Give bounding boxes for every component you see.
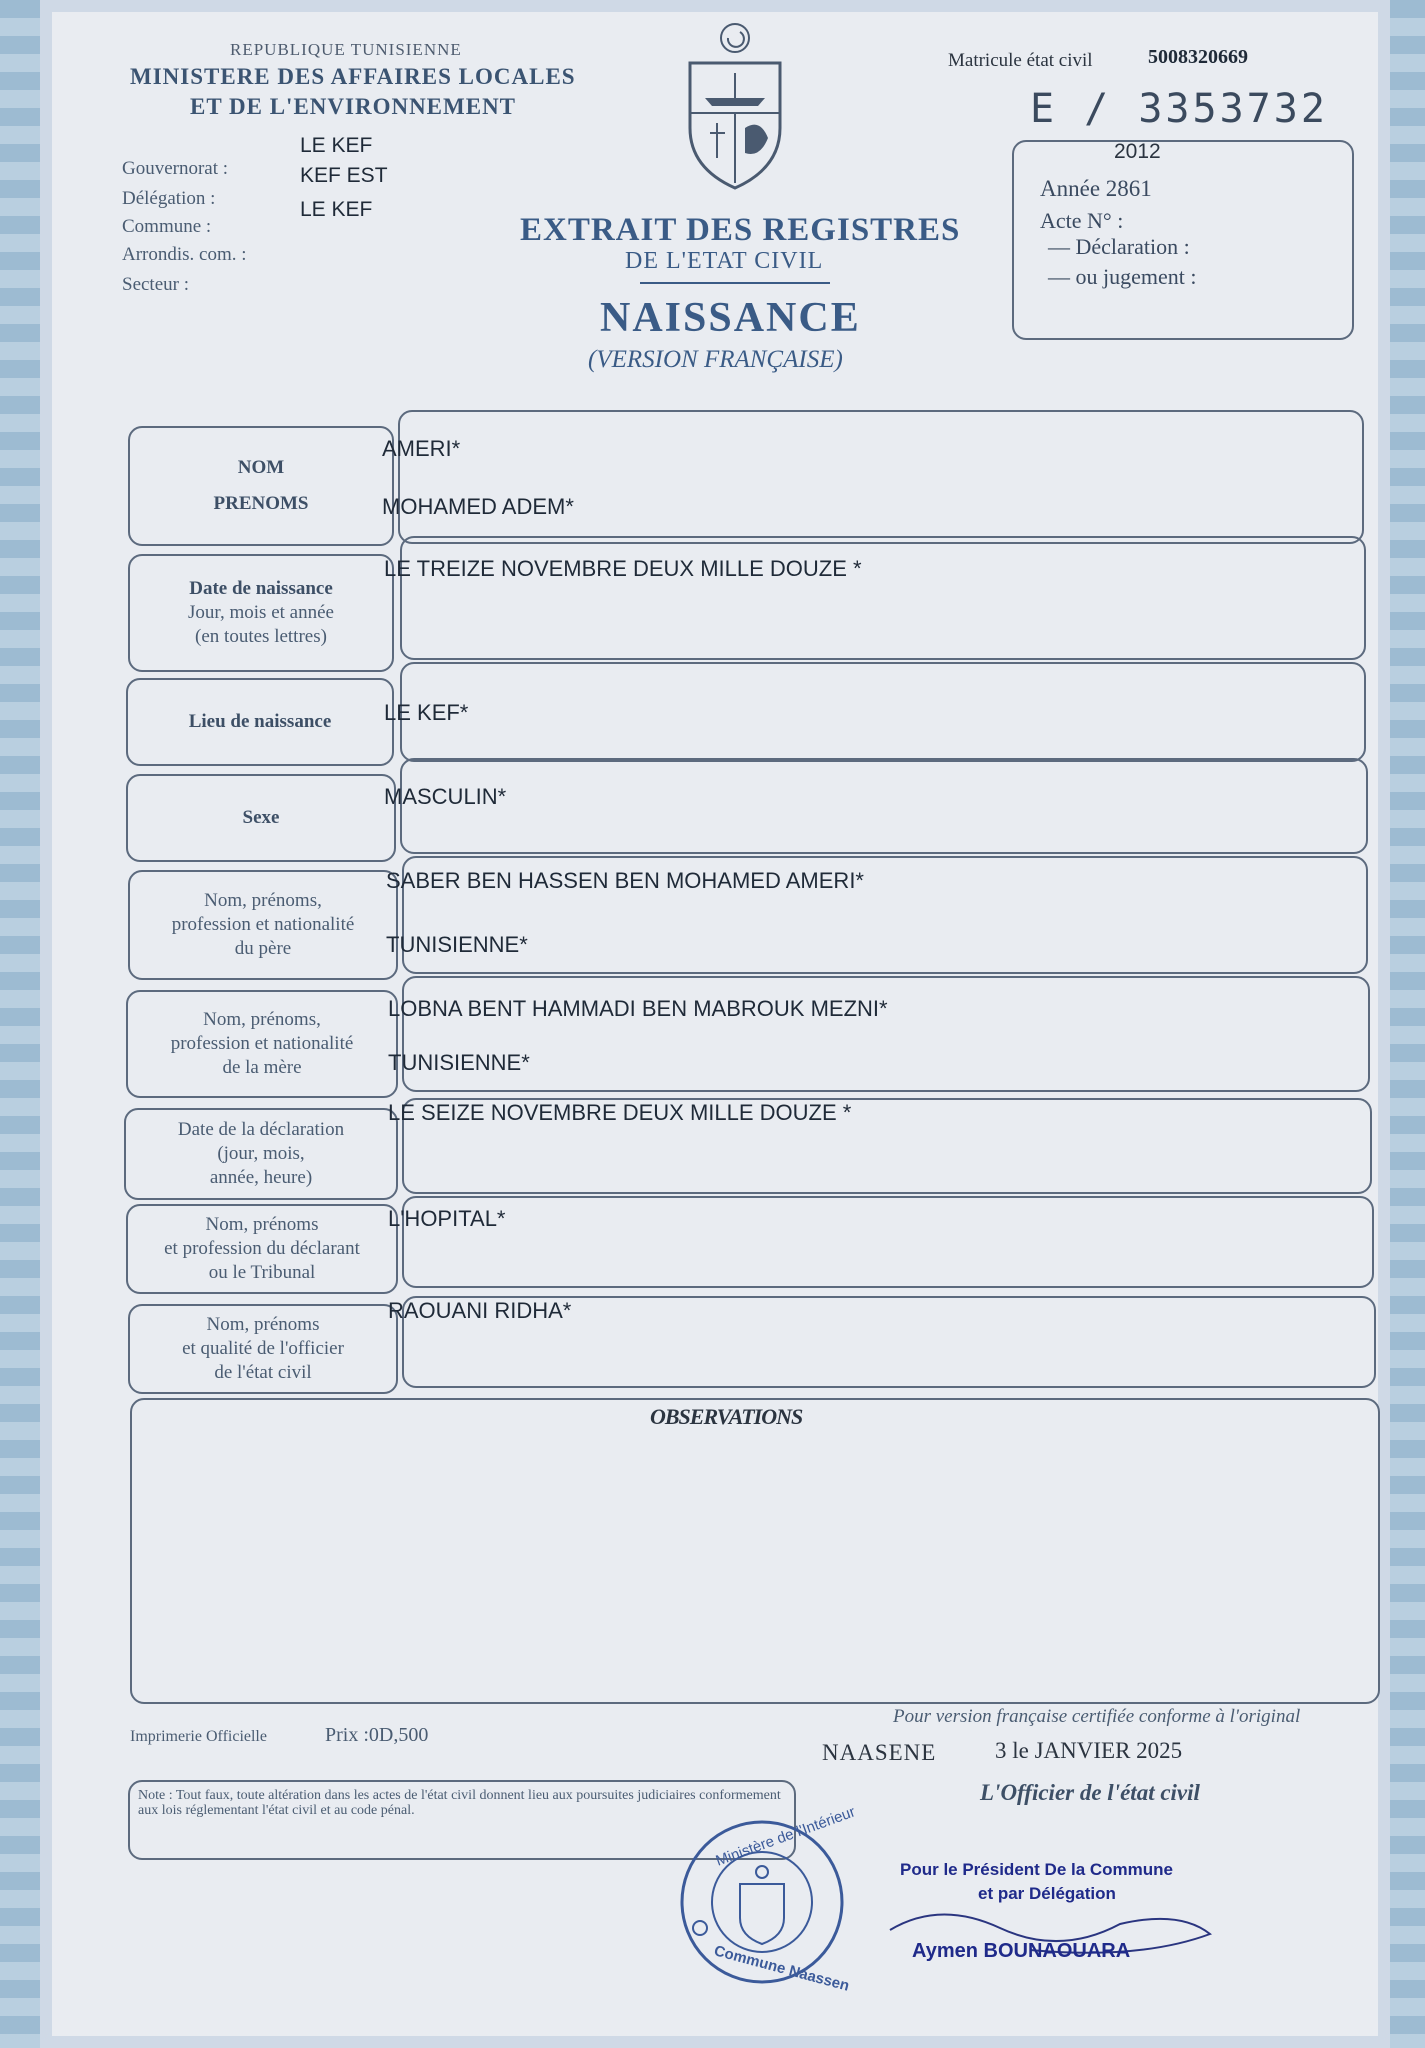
label-officier (128, 1304, 398, 1394)
label-officier-line1: Nom, prénoms (206, 1314, 320, 1336)
arrondis-label: Arrondis. com. : (122, 244, 247, 265)
prix-label: Prix :0D,500 (325, 1724, 429, 1746)
label-lieu-naissance (126, 678, 394, 766)
value-prenoms: MOHAMED ADEM* (382, 494, 574, 519)
decorative-border-right (1385, 0, 1425, 2048)
label-decl-line1: Date de la déclaration (177, 1119, 345, 1141)
title-underline (640, 282, 830, 284)
stamp-bottom-text: Commune Naassen (712, 1942, 852, 1995)
label-pere-line2: profession et nationalité (171, 914, 355, 936)
acte-jugement: — ou jugement : (1048, 264, 1197, 289)
label-pere-line1: Nom, prénoms, (204, 890, 322, 912)
commune-label: Commune : (122, 216, 212, 237)
ministry-line2: ET DE L'ENVIRONNEMENT (190, 94, 517, 119)
value-nom: AMERI* (382, 436, 461, 461)
value-pere-nom: SABER BEN HASSEN BEN MOHAMED AMERI* (386, 868, 864, 893)
value-box-declarant (402, 1196, 1374, 1288)
observations-box (130, 1398, 1380, 1704)
delegation-sig-text: et par Délégation (978, 1884, 1116, 1903)
value-date-naissance: LE TREIZE NOVEMBRE DEUX MILLE DOUZE * (384, 556, 862, 581)
value-mere-nationalite: TUNISIENNE* (388, 1050, 530, 1075)
certified-text: Pour version française certifiée conforme à l'original (893, 1706, 1301, 1727)
commune-value: LE KEF (300, 198, 373, 221)
matricule-label: Matricule état civil (948, 50, 1093, 71)
secteur-label: Secteur : (122, 274, 190, 295)
label-mere (126, 990, 398, 1098)
label-officier-line3: de l'état civil (214, 1361, 312, 1383)
label-dob-line1: Date de naissance (189, 578, 333, 600)
label-decl-line3: année, heure) (209, 1166, 313, 1188)
note-text: Note : Tout faux, toute altération dans les actes de l'état civil donnent lieu aux poursuites judiciaires conformement aux lois réglementant l'état civil et au code pénal. (138, 1788, 781, 1819)
label-date-naissance (128, 554, 394, 672)
acte-year-handwritten: 2012 (1114, 140, 1161, 163)
label-sexe-text: Sexe (242, 807, 280, 829)
value-sexe: MASCULIN* (384, 784, 507, 809)
label-pere-line3: du père (234, 937, 292, 959)
value-lieu-naissance: LE KEF* (384, 700, 469, 725)
label-decl-line2: (jour, mois, (217, 1143, 305, 1165)
label-nom-prenoms (128, 426, 394, 546)
label-mere-line3: de la mère (222, 1056, 302, 1078)
value-mere-nom: LOBNA BENT HAMMADI BEN MABROUK MEZNI* (388, 996, 888, 1021)
label-dob-line2: Jour, mois et année (188, 602, 334, 624)
stamp-top-text: Ministère de l'Intérieur (713, 1803, 858, 1870)
label-mere-line2: profession et nationalité (170, 1033, 354, 1055)
officer-title: L'Officier de l'état civil (980, 1780, 1200, 1805)
ministry-line1: MINISTERE DES AFFAIRES LOCALES (130, 64, 576, 89)
label-declarant (126, 1204, 398, 1294)
label-declarant-line1: Nom, prénoms (205, 1214, 319, 1236)
value-date-declaration: LE SEIZE NOVEMBRE DEUX MILLE DOUZE * (388, 1100, 852, 1125)
acte-numero: Acte N° : (1040, 208, 1124, 233)
value-box-lieu (400, 662, 1366, 762)
doc-title-extrait: EXTRAIT DES REGISTRES (520, 212, 961, 248)
label-officier-line2: et qualité de l'officier (182, 1338, 344, 1360)
value-box-mere (402, 976, 1370, 1092)
value-pere-nationalite: TUNISIENNE* (386, 932, 528, 957)
observations-title: OBSERVATIONS (650, 1404, 803, 1429)
signatory-name: Aymen BOUNAOUARA (912, 1940, 1131, 1962)
tunisia-coat-of-arms-icon (680, 18, 790, 193)
label-pere (128, 870, 398, 980)
label-dob-line3: (en toutes lettres) (195, 625, 327, 647)
value-declarant: L'HOPITAL* (388, 1206, 506, 1231)
value-box-dob (400, 536, 1366, 660)
label-declarant-line3: ou le Tribunal (208, 1261, 316, 1283)
value-officier: RAOUANI RIDHA* (388, 1298, 572, 1323)
issue-date: 3 le JANVIER 2025 (995, 1738, 1183, 1763)
republic-label: REPUBLIQUE TUNISIENNE (230, 40, 462, 59)
label-sexe (126, 774, 396, 862)
doc-title-etat-civil: DE L'ETAT CIVIL (625, 248, 824, 274)
doc-title-naissance: NAISSANCE (600, 295, 861, 341)
label-lieu-text: Lieu de naissance (188, 711, 332, 733)
doc-title-version: (VERSION FRANÇAISE) (588, 346, 843, 373)
value-box-nom (398, 410, 1364, 544)
acte-declaration: — Déclaration : (1048, 234, 1190, 259)
gouvernorat-label: Gouvernorat : (122, 158, 229, 179)
label-date-declaration (124, 1108, 398, 1200)
delegation-value: KEF EST (300, 164, 388, 187)
matricule-value: 5008320669 (1148, 46, 1248, 68)
register-number: E / 3353732 (1030, 86, 1328, 132)
issue-place: NAASENE (822, 1740, 937, 1765)
pour-president-text: Pour le Président De la Commune (900, 1860, 1174, 1879)
label-prenoms: PRENOMS (213, 493, 309, 514)
acte-annee: Année 2861 (1040, 176, 1152, 201)
delegation-label: Délégation : (122, 188, 216, 209)
gouvernorat-value: LE KEF (300, 134, 373, 157)
label-mere-line1: Nom, prénoms, (203, 1009, 321, 1031)
value-box-sexe (400, 758, 1368, 854)
imprimerie-label: Imprimerie Officielle (130, 1728, 267, 1745)
decorative-border-left (0, 0, 40, 2048)
label-declarant-line2: et profession du déclarant (164, 1238, 360, 1260)
label-nom: NOM (237, 457, 285, 479)
